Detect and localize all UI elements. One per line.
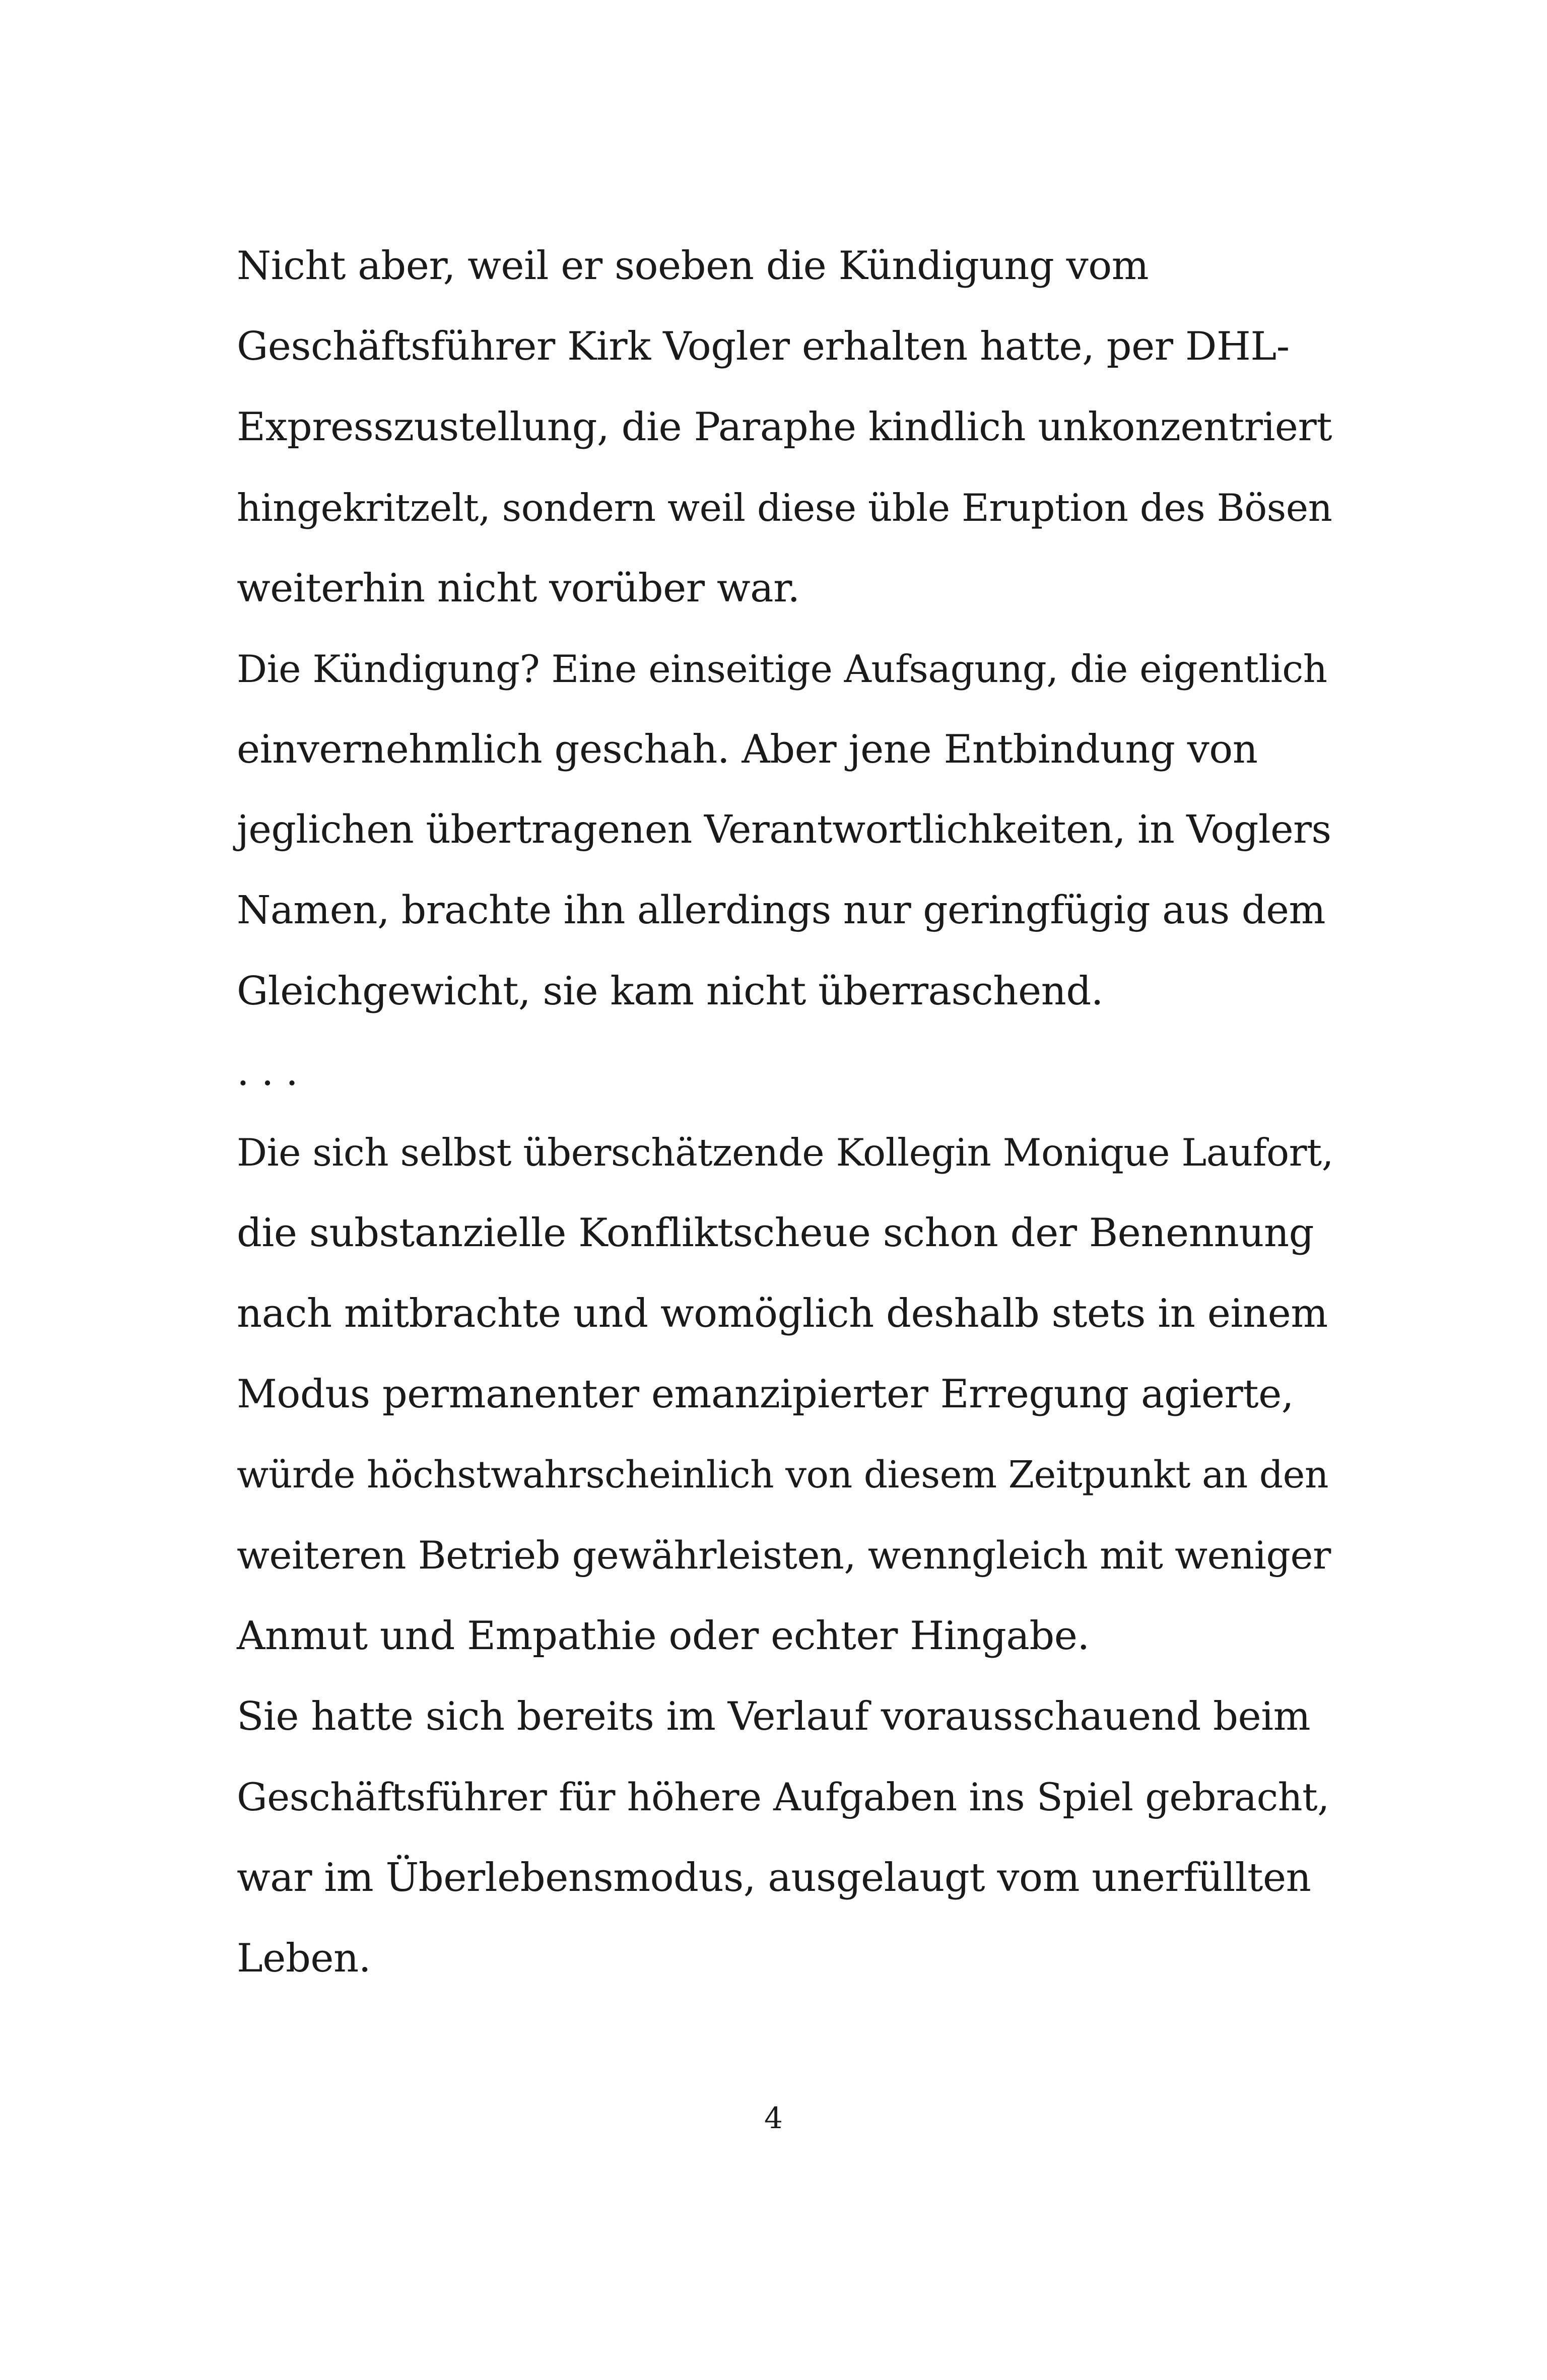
- text-line: Namen, brachte ihn allerdings nur geringfügig aus dem: [237, 888, 1326, 933]
- text-line: Geschäftsführer für höhere Aufgaben ins Spiel gebracht,: [237, 1775, 1329, 1819]
- text-line: Leben.: [237, 1936, 371, 1981]
- text-line: die substanzielle Konfliktscheue schon der Benennung: [237, 1210, 1314, 1256]
- text-line: weiteren Betrieb gewährleisten, wenngleich mit weniger: [237, 1533, 1331, 1578]
- text-line: Gleichgewicht, sie kam nicht überraschend.: [237, 969, 1104, 1014]
- text-line: Modus permanenter emanzipierter Erregung agierte,: [237, 1372, 1294, 1417]
- text-line: hingekritzelt, sondern weil diese üble Eruption des Bösen: [237, 486, 1332, 530]
- text-line: war im Überlebensmodus, ausgelaugt vom unerfüllten: [237, 1855, 1311, 1900]
- text-line: Geschäftsführer Kirk Vogler erhalten hatte, per DHL-: [237, 324, 1290, 369]
- text-line: weiterhin nicht vorüber war.: [237, 566, 800, 611]
- text-line: Die Kündigung? Eine einseitige Aufsagung, die eigentlich: [237, 647, 1327, 691]
- text-line: Anmut und Empathie oder echter Hingabe.: [237, 1613, 1090, 1659]
- text-line: würde höchstwahrscheinlich von diesem Zeitpunkt an den: [237, 1453, 1329, 1497]
- page-number: 4: [764, 2101, 783, 2135]
- text-line: Die sich selbst überschätzende Kollegin Monique Laufort,: [237, 1130, 1333, 1175]
- text-line: Nicht aber, weil er soeben die Kündigung vom: [237, 243, 1149, 289]
- section-break: . . .: [237, 1049, 298, 1095]
- text-line: Expresszustellung, die Paraphe kindlich unkonzentriert: [237, 404, 1332, 450]
- text-line: nach mitbrachte und womöglich deshalb stets in einem: [237, 1291, 1328, 1336]
- text-line: einvernehmlich geschah. Aber jene Entbindung von: [237, 727, 1258, 772]
- text-line: Sie hatte sich bereits im Verlauf vorausschauend beim: [237, 1694, 1311, 1739]
- text-line: jeglichen übertragenen Verantwortlichkeiten, in Voglers: [237, 807, 1331, 852]
